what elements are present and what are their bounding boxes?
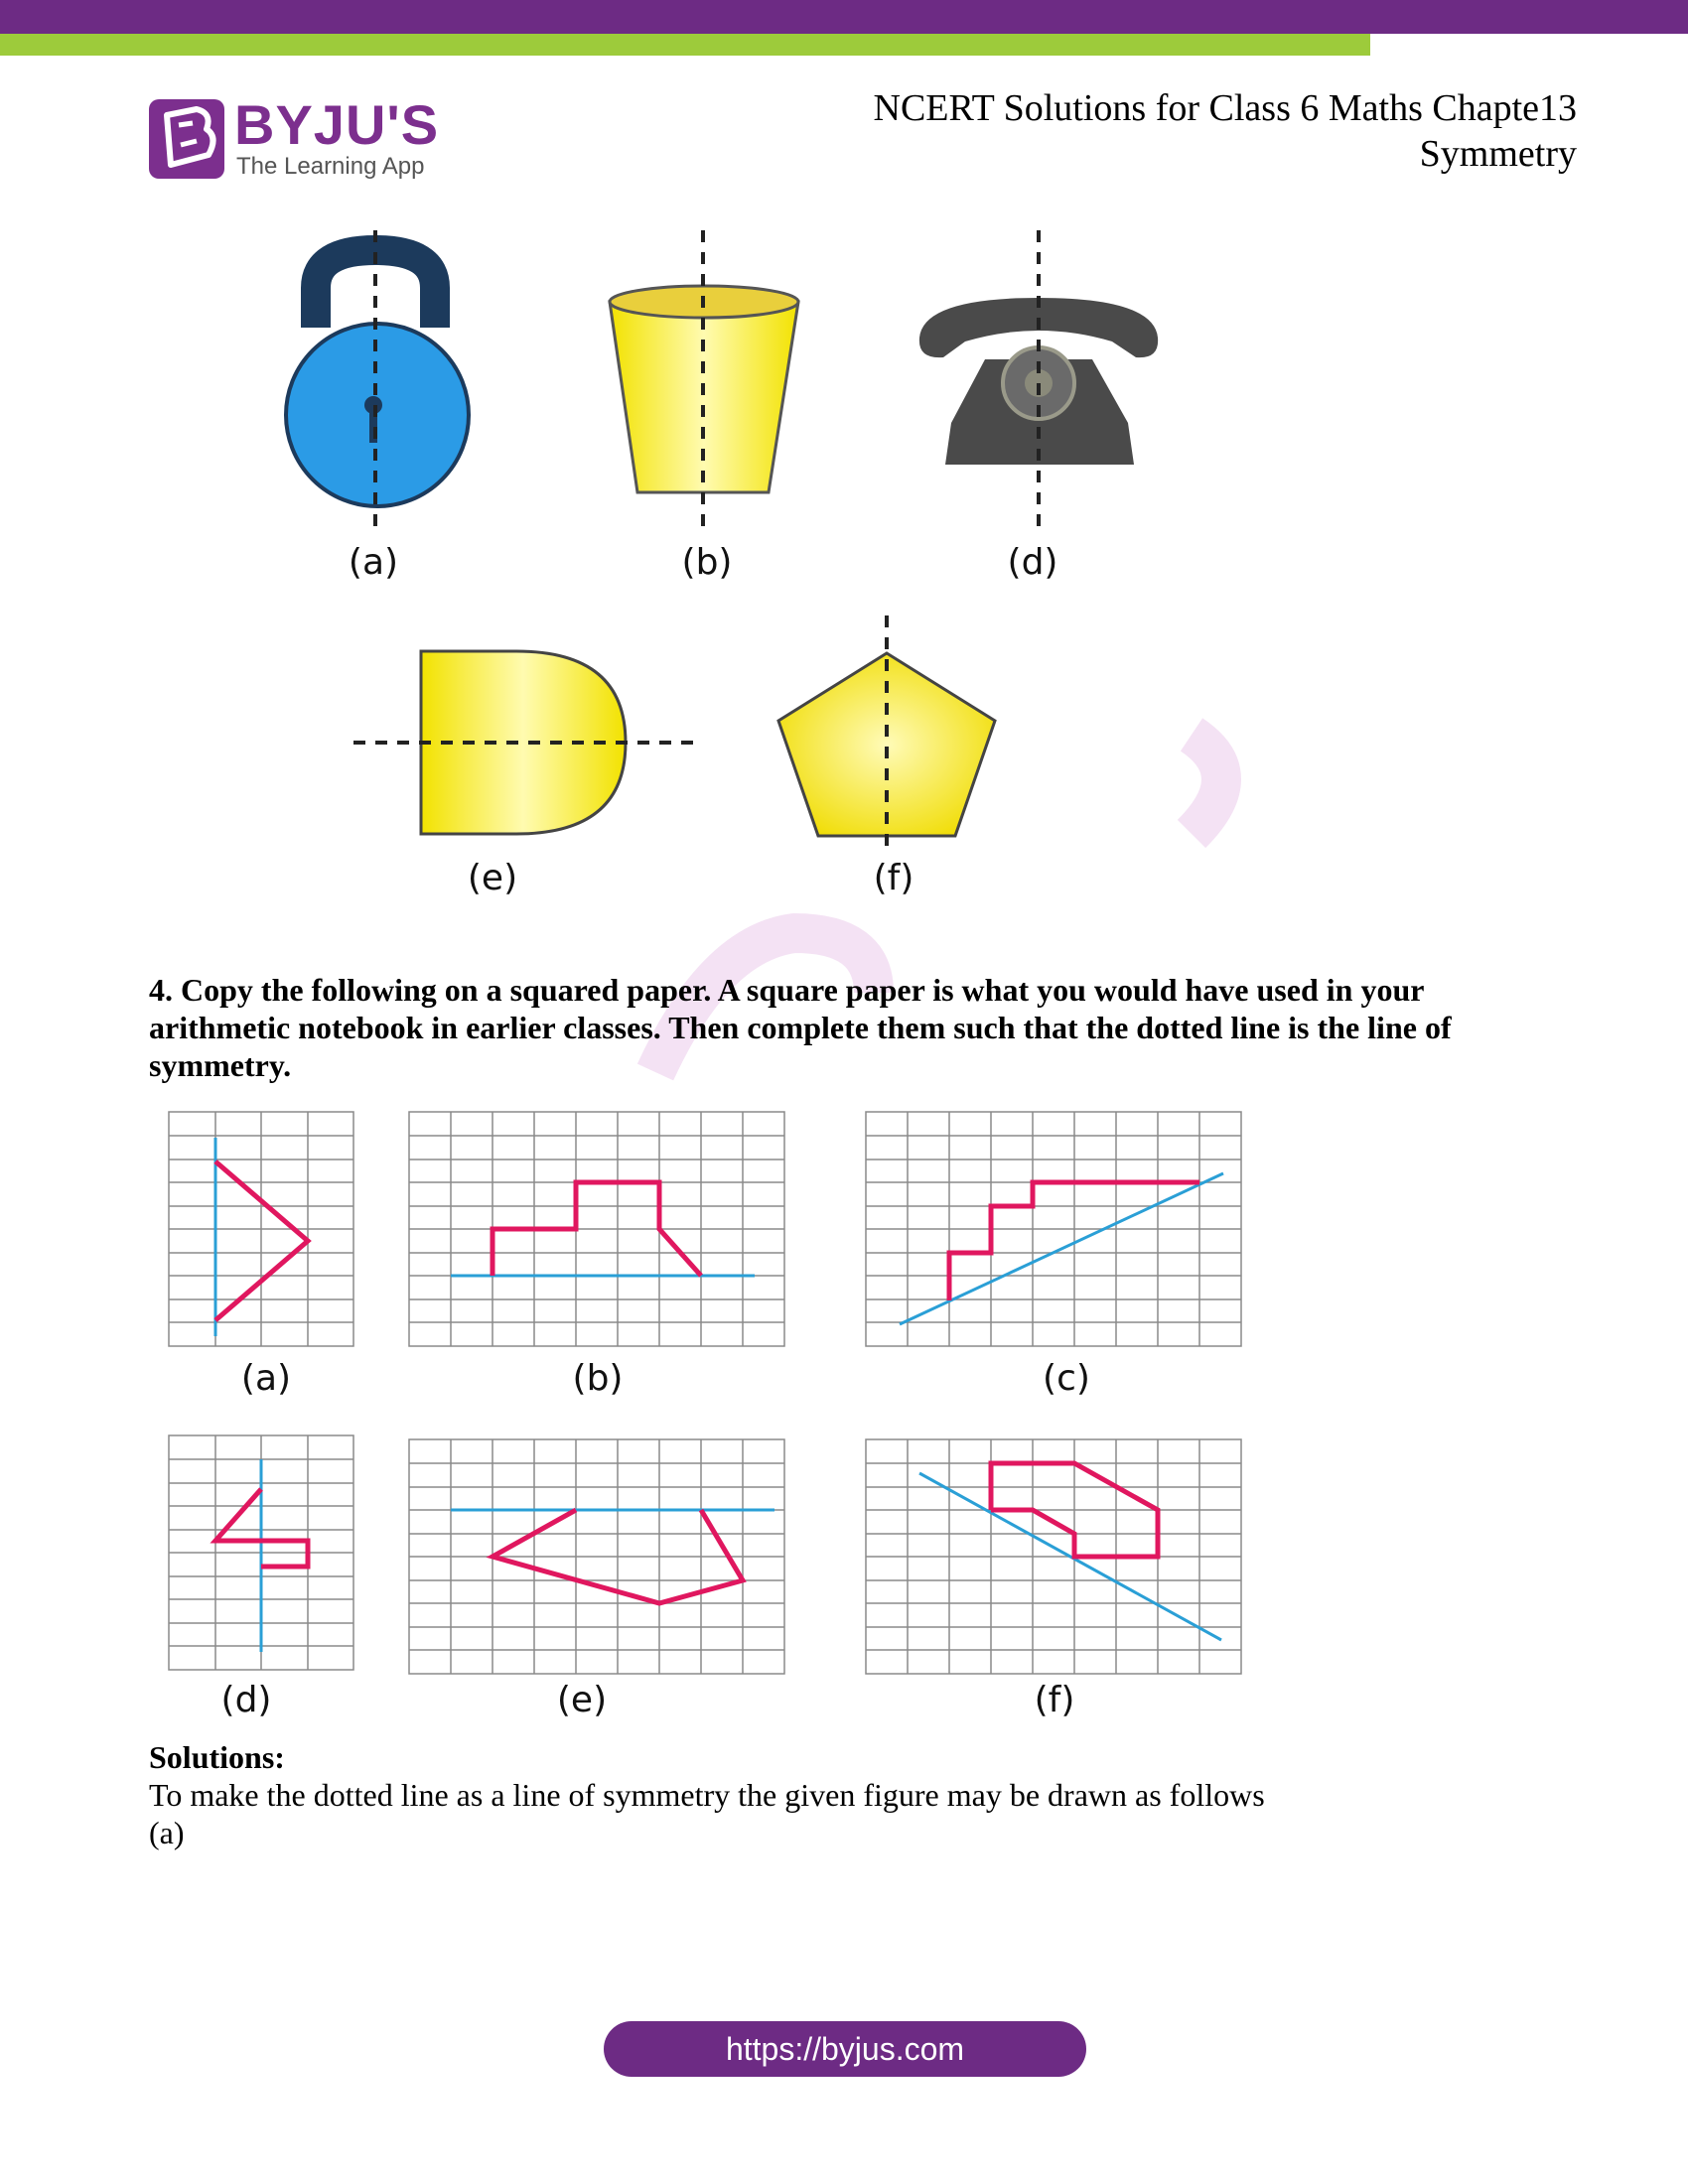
solutions-text: To make the dotted line as a line of symmetry the given figure may be drawn as follows [149, 1777, 1265, 1813]
solutions-heading: Solutions: [149, 1739, 285, 1775]
figure-label-f: (f) [873, 858, 914, 898]
d-shape-figure [353, 651, 695, 834]
grid-figure-c [866, 1112, 1241, 1346]
question-4: 4. Copy the following on a squared paper. A square paper is what you would have used in your arithmetic notebook in earlier classes. Then complete them such that the dotted line is the line of symmetry. [149, 972, 1452, 1083]
telephone-figure [919, 230, 1158, 536]
grid-label-f: (f) [1034, 1680, 1075, 1720]
figure-label-e: (e) [467, 858, 518, 898]
logo-name: BYJU'S [234, 93, 440, 156]
grid-figure-b [409, 1112, 784, 1346]
grid-figure-a [169, 1112, 353, 1346]
figure-label-b: (b) [681, 542, 733, 583]
figure-label-d: (d) [1007, 542, 1058, 583]
logo-subtitle: The Learning App [236, 153, 425, 180]
grid-figure-f [866, 1439, 1241, 1674]
grid-label-c: (c) [1043, 1358, 1090, 1399]
grid-figure-e [409, 1439, 784, 1674]
bucket-figure [610, 230, 798, 532]
lock-figure [286, 230, 469, 532]
grid-label-e: (e) [556, 1680, 608, 1720]
grid-figure-d [169, 1435, 353, 1670]
grid-label-b: (b) [572, 1358, 624, 1399]
grid-label-d: (d) [220, 1680, 272, 1720]
grid-label-a: (a) [240, 1358, 292, 1399]
page-title-line1: NCERT Solutions for Class 6 Maths Chapte13 [873, 87, 1577, 129]
solutions-sub-label: (a) [149, 1815, 185, 1850]
page-title-line2: Symmetry [1419, 133, 1577, 175]
footer-url-link[interactable]: https://byjus.com [604, 2021, 1086, 2077]
pentagon-figure [778, 615, 995, 856]
figure-label-a: (a) [348, 542, 399, 583]
